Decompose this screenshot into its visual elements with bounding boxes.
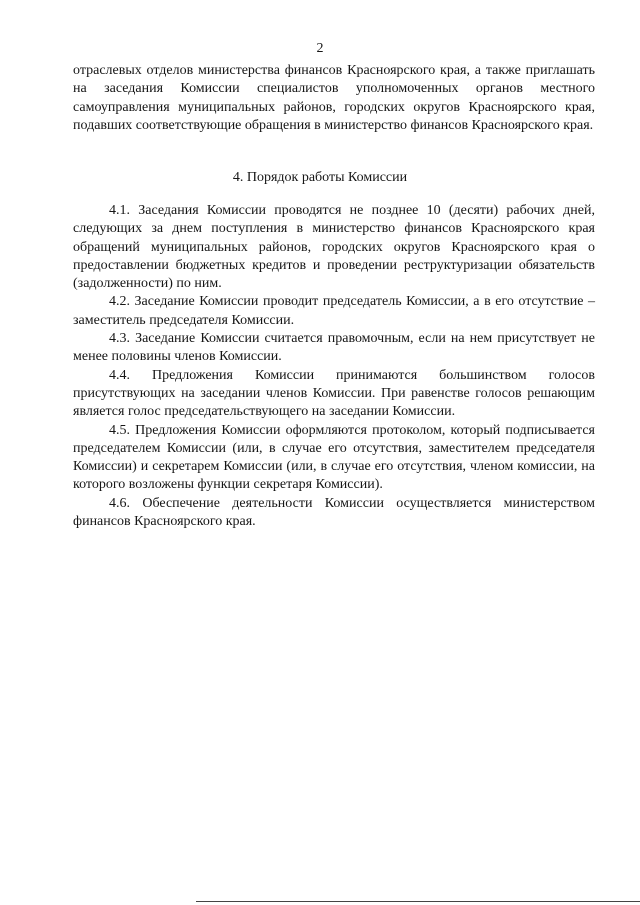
clauses-block: [73, 202, 595, 531]
clause-4-6: 4.6. Обеспечение деятельности Комиссии осуществляется министерством финансов Красноярского края.: [73, 495, 595, 530]
bottom-divider: [196, 901, 640, 902]
clause-4-4: 4.4. Предложения Комиссии принимаются большинством голосов присутствующих на заседании членов Комиссии. При равенстве голосов решающим является голос председательствующего на заседании Комиссии.: [73, 367, 595, 420]
clause-4-5: 4.5. Предложения Комиссии оформляются протоколом, который подписывается председателем Комиссии (или, в случае его отсутствия, заместителем председателя Комиссии) и секретарем Комиссии (или, в случае его отсутствия, членом комиссии, на которого возложены функции секретаря Комиссии).: [73, 422, 595, 493]
clause-4-1: 4.1. Заседания Комиссии проводятся не позднее 10 (десяти) рабочих дней, следующих за днем поступления в министерство финансов Красноярского края обращений муниципальных районов, городских округов Красноярского края о предоставлении бюджетных кредитов и проведении реструктуризации обязательств (задолженности) по ним.: [73, 203, 595, 292]
page-number: 2: [316, 41, 324, 56]
section-title: 4. Порядок работы Комиссии: [232, 170, 408, 185]
intro-block: [73, 62, 595, 135]
intro-paragraph: отраслевых отделов министерства финансов Красноярского края, а также приглашать на заседания Комиссии специалистов уполномоченных органов местного самоуправления муниципальных районов, городских округов Красноярского края, подавших соответствующие обращения в министерство финансов Красноярского края.: [73, 63, 595, 133]
clause-4-3: 4.3. Заседание Комиссии считается правомочным, если на нем присутствует не менее половины членов Комиссии.: [73, 331, 595, 365]
clause-4-2: 4.2. Заседание Комиссии проводит председатель Комиссии, а в его отсутствие – заместитель председателя Комиссии.: [73, 294, 595, 328]
